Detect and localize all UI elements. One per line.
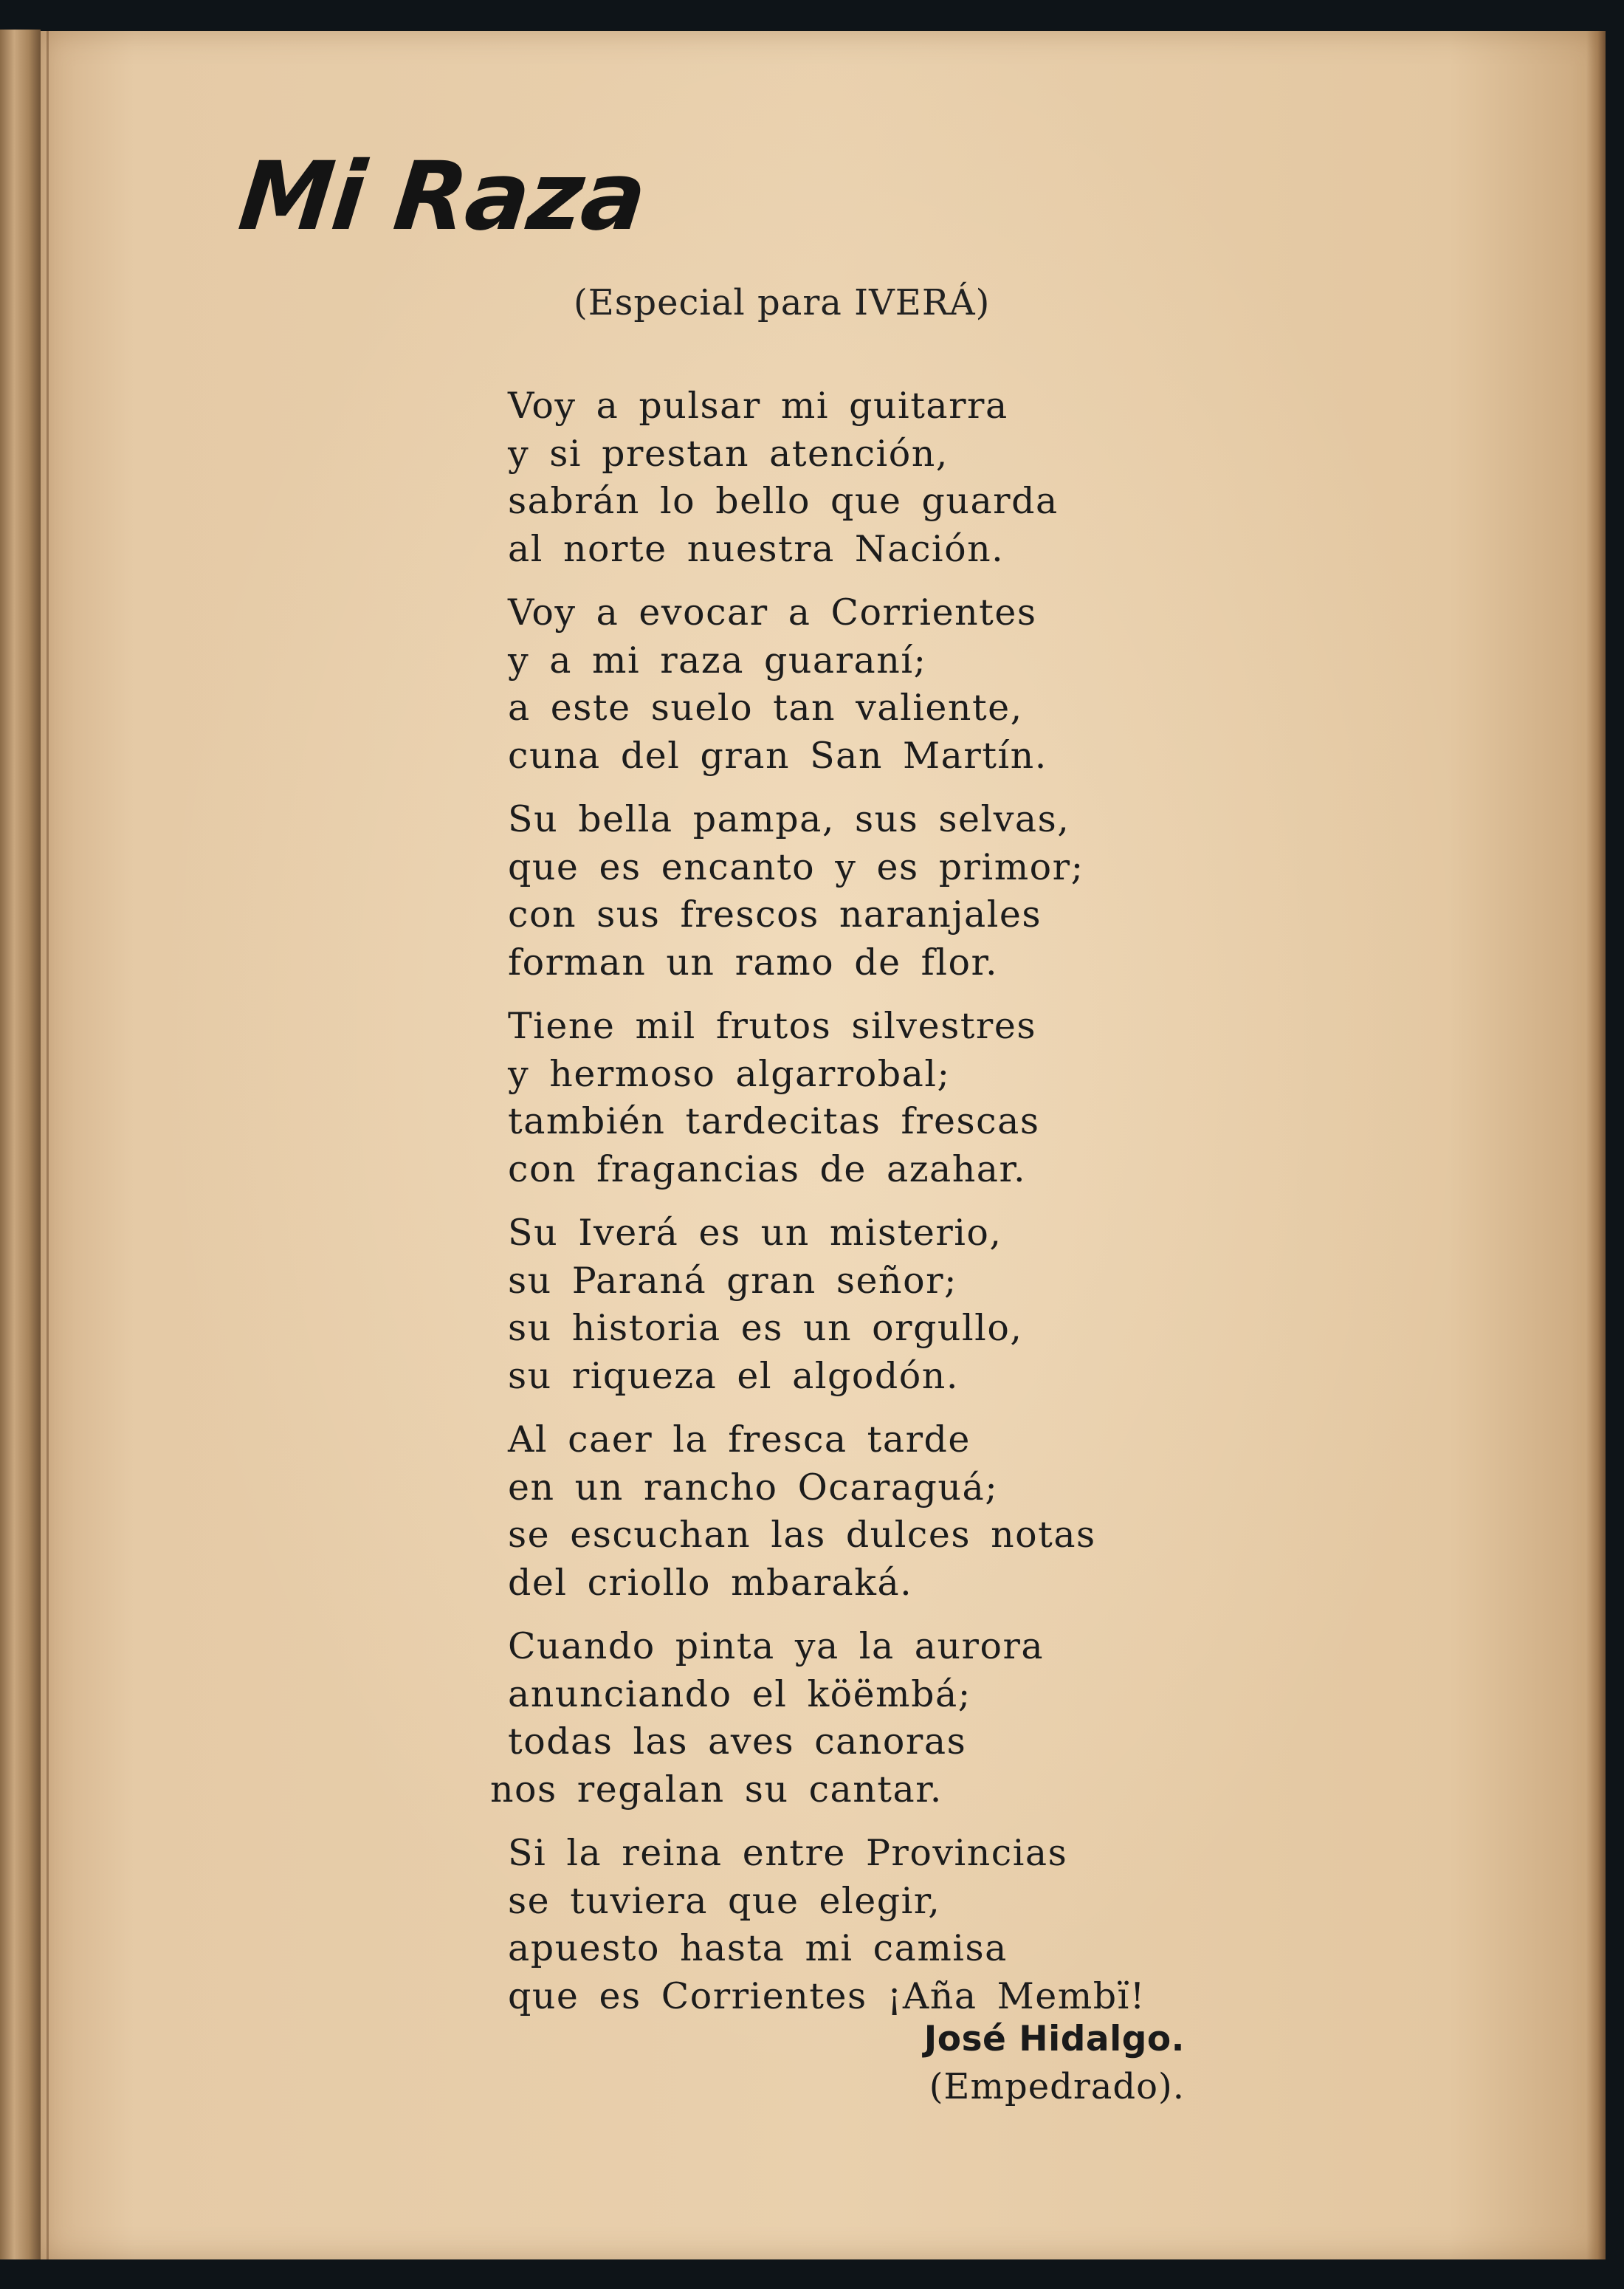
verse-line: todas las aves canoras xyxy=(508,1720,967,1763)
verse-line: que es encanto y es primor; xyxy=(508,845,1084,888)
verse-line: sabrán lo bello que guarda xyxy=(508,480,1059,522)
stanza xyxy=(508,382,1246,573)
page-fold xyxy=(47,31,49,2259)
author-name: José Hidalgo. xyxy=(923,2019,1185,2059)
stanza xyxy=(490,1623,1246,1813)
stanza xyxy=(508,796,1246,986)
verse-line: Tiene mil frutos silvestres xyxy=(508,1005,1036,1047)
verse-line: Su bella pampa, sus selvas, xyxy=(508,798,1070,840)
verse-line: Voy a evocar a Corrientes xyxy=(508,591,1037,634)
stanza xyxy=(508,1209,1246,1400)
verse-line: su riqueza el algodón. xyxy=(508,1354,959,1397)
verse-line: forman un ramo de flor. xyxy=(508,941,999,984)
verse-line: al norte nuestra Nación. xyxy=(508,527,1005,570)
poem-subtitle: (Especial para IVERÁ) xyxy=(574,282,991,323)
verse-line: anunciando el köëmbá; xyxy=(508,1672,971,1715)
verse-line: cuna del gran San Martín. xyxy=(508,734,1047,777)
page-right-edge xyxy=(1586,31,1606,2259)
verse-line: a este suelo tan valiente, xyxy=(508,687,1023,729)
verse-line: nos regalan su cantar. xyxy=(490,1768,943,1811)
verse-line: en un rancho Ocaraguá; xyxy=(508,1466,999,1509)
verse-line: Si la reina entre Provincias xyxy=(508,1832,1068,1874)
verse-line: Cuando pinta ya la aurora xyxy=(508,1625,1045,1667)
verse-line: se tuviera que elegir, xyxy=(508,1879,941,1922)
poem-title: Mi Raza xyxy=(234,142,650,252)
stanza xyxy=(508,589,1246,780)
verse-line: del criollo mbaraká. xyxy=(508,1561,913,1604)
author-place: (Empedrado). xyxy=(929,2066,1185,2107)
verse-line: apuesto hasta mi camisa xyxy=(508,1927,1008,1969)
verse-line: y si prestan atención, xyxy=(508,432,949,475)
verse-line: su Paraná gran señor; xyxy=(508,1259,958,1302)
previous-page-edge xyxy=(0,30,41,2259)
verse-line: con sus frescos naranjales xyxy=(508,893,1042,936)
verse-line: Al caer la fresca tarde xyxy=(508,1418,971,1461)
book-page xyxy=(41,31,1606,2259)
verse-line: que es Corrientes ¡Aña Membï! xyxy=(508,1974,1146,2017)
verse-line: con fragancias de azahar. xyxy=(508,1147,1027,1190)
stanza xyxy=(508,1416,1246,1607)
verse-line: y a mi raza guaraní; xyxy=(508,639,927,682)
verse-line: se escuchan las dulces notas xyxy=(508,1514,1096,1556)
verse-line: Voy a pulsar mi guitarra xyxy=(508,385,1008,427)
author-signature xyxy=(924,2016,1185,2110)
stanza xyxy=(508,1830,1246,2020)
verse-line: y hermoso algarrobal; xyxy=(508,1052,951,1095)
poem-body xyxy=(490,382,1246,2036)
verse-line: también tardecitas frescas xyxy=(508,1100,1040,1142)
stanza xyxy=(508,1003,1246,1193)
verse-line: Su Iverá es un misterio, xyxy=(508,1212,1002,1254)
verse-line: su historia es un orgullo, xyxy=(508,1307,1023,1349)
